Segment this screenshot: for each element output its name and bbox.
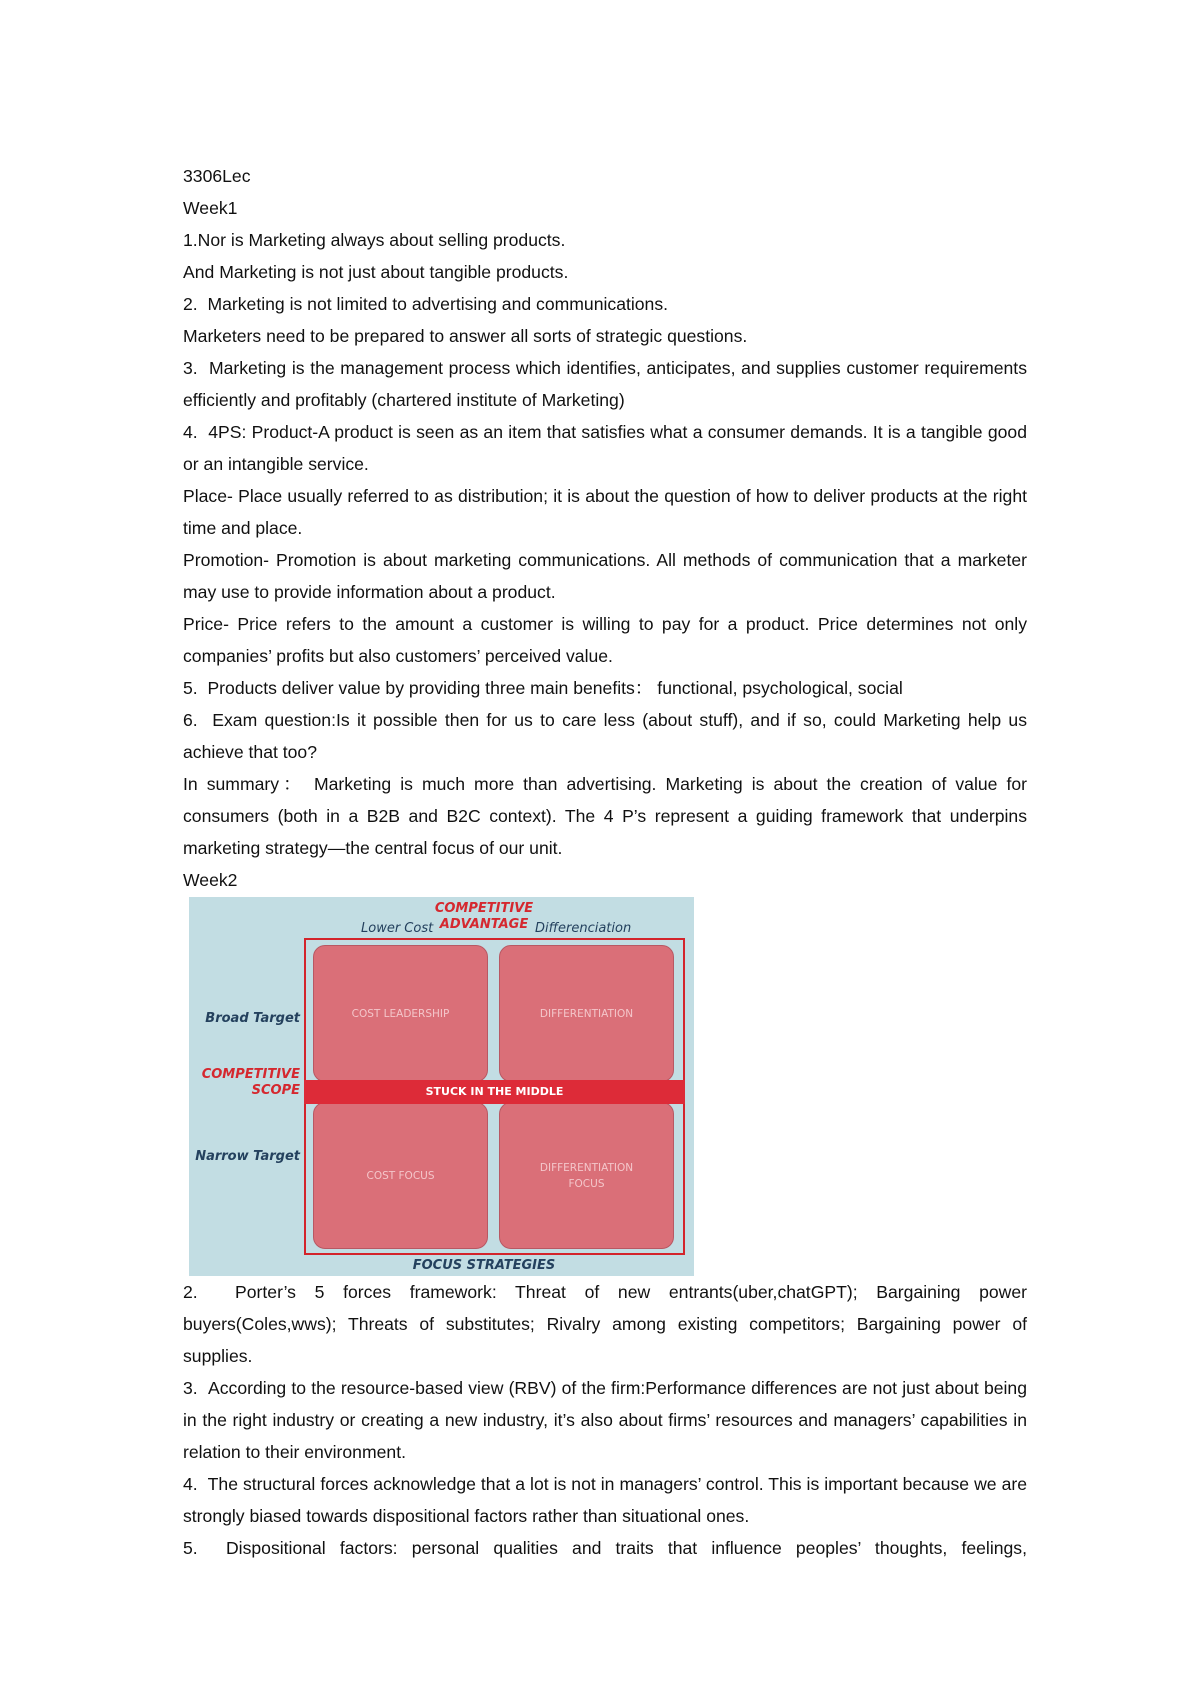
paragraph: 3. Marketing is the management process which identifies, anticipates, and supplies customer requirements efficiently and profitably (chartered institute of Marketing) <box>183 358 1027 410</box>
cell-cost-focus: COST FOCUS <box>313 1102 488 1249</box>
cell-differentiation: DIFFERENTIATION <box>499 945 674 1082</box>
paragraph: 5. Products deliver value by providing three main benefits： functional, psychological, social <box>183 678 903 698</box>
row-label-narrow-target: Narrow Target <box>195 1149 300 1164</box>
column-label-lower-cost: Lower Cost <box>361 921 434 936</box>
paragraph: 4. 4PS: Product-A product is seen as an item that satisfies what a consumer demands. It is a tangible good or an intangible service. <box>183 422 1027 474</box>
week1-heading: Week1 <box>183 198 238 218</box>
cell-differentiation-focus <box>499 1102 674 1249</box>
summary-paragraph: In summary： Marketing is much more than advertising. Marketing is about the creation of value for consumers (both in a B2B and B2C context). The 4 P’s represent a guiding framework that underpins marketing strategy—the central focus of our unit. <box>183 774 1027 858</box>
row-label-broad-target: Broad Target <box>205 1011 300 1026</box>
document-body <box>183 160 1027 1564</box>
paragraph: 6. Exam question:Is it possible then for us to care less (about stuff), and if so, could Marketing help us achieve that too? <box>183 710 1027 762</box>
stuck-in-the-middle-band: STUCK IN THE MIDDLE <box>304 1080 685 1104</box>
cell-differentiation-focus-label: DIFFERENTIATION FOCUS <box>539 1161 634 1190</box>
paragraph: 4. The structural forces acknowledge that a lot is not in managers’ control. This is important because we are strongly biased towards dispositional factors rather than situational ones. <box>183 1474 1027 1526</box>
paragraph: And Marketing is not just about tangible products. <box>183 262 569 282</box>
diagram-footer: FOCUS STRATEGIES <box>412 1258 556 1273</box>
cell-cost-leadership: COST LEADERSHIP <box>313 945 488 1082</box>
diagram-title: COMPETITIVE ADVANTAGE <box>434 901 534 932</box>
paragraph: Marketers need to be prepared to answer all sorts of strategic questions. <box>183 326 748 346</box>
paragraph: 2. Marketing is not limited to advertising and communications. <box>183 294 669 314</box>
doc-title: 3306Lec <box>183 166 251 186</box>
paragraph: Place- Place usually referred to as distribution; it is about the question of how to deliver products at the right time and place. <box>183 486 1027 538</box>
paragraph: Promotion- Promotion is about marketing communications. All methods of communication that a marketer may use to provide information about a product. <box>183 550 1027 602</box>
generic-strategies-diagram <box>189 897 694 1276</box>
week2-heading: Week2 <box>183 870 238 890</box>
paragraph: 5. Dispositional factors: personal qualities and traits that influence peoples’ thoughts, feelings, <box>183 1538 1027 1558</box>
row-label-competitive-scope: COMPETITIVE SCOPE <box>201 1067 300 1098</box>
paragraph: 3. According to the resource-based view (RBV) of the firm:Performance differences are not just about being in the right industry or creating a new industry, it’s also about firms’ resources and managers’ capabilities in relation to their environment. <box>183 1378 1027 1462</box>
paragraph: Price- Price refers to the amount a customer is willing to pay for a product. Price determines not only companies’ profits but also customers’ perceived value. <box>183 614 1027 666</box>
paragraph: 2. Porter’s 5 forces framework: Threat of new entrants(uber,chatGPT); Bargaining power buyers(Coles,wws); Threats of substitutes; Rivalry among existing competitors; Bargaining power of supplies. <box>183 1282 1027 1366</box>
paragraph: 1.Nor is Marketing always about selling products. <box>183 230 566 250</box>
column-label-differentiation: Differenciation <box>535 921 632 936</box>
